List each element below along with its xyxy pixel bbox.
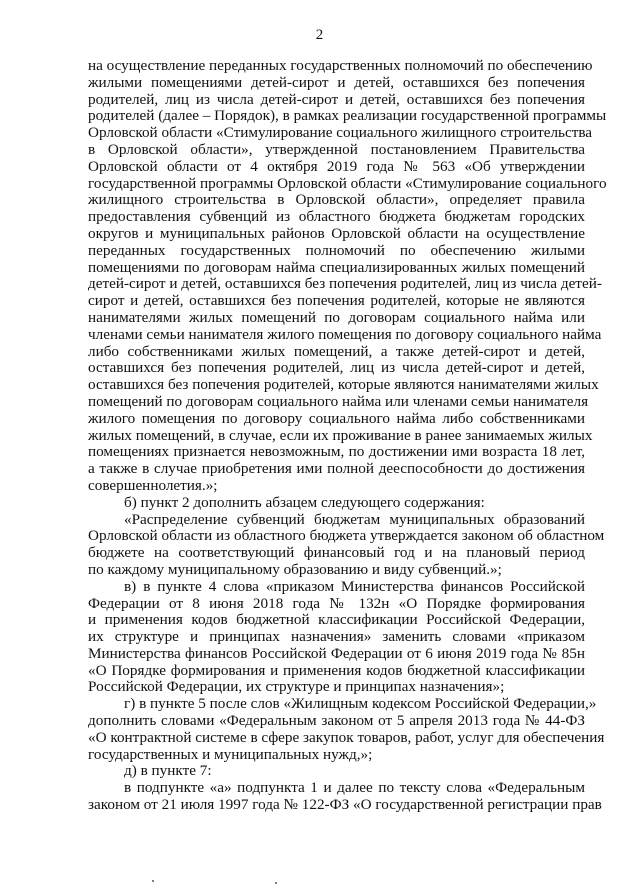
text-line: Орловской области из областного бюджета утверждается законом об областном — [88, 527, 605, 545]
page-number: 2 — [315, 27, 324, 43]
text-line: жилого помещения по договору социального найма либо собственниками — [88, 409, 585, 427]
text-line: округов и муниципальных районов Орловской области на осуществление — [88, 224, 585, 242]
text-line: в подпункте «а» подпункта 1 и далее по тексту слова «Федеральным — [124, 779, 585, 797]
text-line: родителей (далее – Порядок), в рамках реализации государственной программы — [88, 107, 607, 125]
text-line: оставшихся без попечения родителей, которые являются нанимателями жилых — [88, 376, 599, 394]
text-line: помещениях признается невозможным, по достижении ими возраста 18 лет, — [88, 443, 585, 461]
document-body — [88, 57, 607, 814]
text-line: Министерства финансов Российской Федерации от 6 июня 2019 года № 85н — [88, 644, 585, 662]
text-line: а также в случае приобретения ими полной дееспособности до достижения — [88, 460, 585, 478]
text-line: законом от 21 июля 1997 года № 122-ФЗ «О государственной регистрации прав — [88, 796, 602, 814]
text-line: «О Порядке формирования и применения кодов бюджетной классификации — [88, 661, 585, 679]
text-line: совершеннолетия.»; — [88, 476, 218, 494]
text-line: по каждому муниципальному образованию и виду субвенций.»; — [88, 560, 502, 578]
text-line: г) в пункте 5 после слов «Жилищным кодексом Российской Федерации,» — [124, 695, 597, 713]
text-line: «Распределение субвенций бюджетам муниципальных образований — [124, 510, 585, 528]
text-line: жилыми помещениями детей-сирот и детей, оставшихся без попечения — [88, 73, 585, 91]
text-line: «О контрактной системе в сфере закупок товаров, работ, услуг для обеспечения — [88, 728, 605, 746]
text-line: Орловской области от 4 октября 2019 года № 563 «Об утверждении — [88, 157, 585, 175]
text-line: либо собственниками жилых помещений, а также детей-сирот и детей, — [88, 342, 585, 360]
text-line: помещений по договорам социального найма или членами семьи нанимателя — [88, 392, 589, 410]
text-line: государственной программы Орловской области «Стимулирование социального — [88, 174, 607, 192]
text-line: государственных и муниципальных нужд,»; — [88, 745, 373, 763]
text-line: бюджете на соответствующий финансовый год и на плановый период — [88, 544, 585, 562]
text-line: нанимателями жилых помещений по договорам социального найма или — [88, 308, 585, 326]
text-line: родителей, лиц из числа детей-сирот и детей, оставшихся без попечения — [88, 90, 585, 108]
text-line: жилищного строительства в Орловской области», определяет правила — [88, 191, 585, 209]
text-line: дополнить словами «Федеральным законом от 5 апреля 2013 года № 44-ФЗ — [88, 712, 585, 730]
text-line: членами семьи нанимателя жилого помещения по договору социального найма — [88, 325, 602, 343]
text-line: детей-сирот и детей, оставшихся без попечения родителей, лиц из числа детей- — [88, 275, 602, 293]
text-line: Федерации от 8 июня 2018 года № 132н «О Порядке формирования — [88, 594, 585, 612]
text-line: д) в пункте 7: — [124, 762, 212, 780]
text-line: жилых помещений, в случае, если их проживание в ранее занимаемых жилых — [88, 426, 593, 444]
text-line: Орловской области «Стимулирование социального жилищного строительства — [88, 124, 593, 142]
text-line: оставшихся без попечения родителей, лиц из числа детей-сирот и детей, — [88, 359, 585, 377]
text-line: на осуществление переданных государственных полномочий по обеспечению — [88, 57, 593, 74]
text-line: переданных государственных полномочий по обеспечению жилыми — [88, 241, 585, 259]
text-line: в) в пункте 4 слова «приказом Министерства финансов Российской — [124, 577, 585, 595]
text-line: б) пункт 2 дополнить абзацем следующего содержания: — [124, 493, 485, 511]
text-line: в Орловской области», утвержденной постановлением Правительства — [88, 140, 585, 158]
text-line: помещениями по договорам найма специализированных жилых помещений — [88, 258, 585, 276]
text-line: и применения кодов бюджетной классификации Российской Федерации, — [88, 611, 585, 629]
scan-artifact — [275, 882, 277, 884]
text-line: их структуре и принципах назначения» заменить словами «приказом — [88, 628, 585, 646]
text-line: сирот и детей, оставшихся без попечения родителей, которые не являются — [88, 292, 585, 310]
scan-artifact — [152, 880, 154, 882]
text-line: Российской Федерации, их структуре и принципах назначения»; — [88, 678, 505, 696]
text-line: предоставления субвенций из областного бюджета бюджетам городских — [88, 208, 585, 226]
